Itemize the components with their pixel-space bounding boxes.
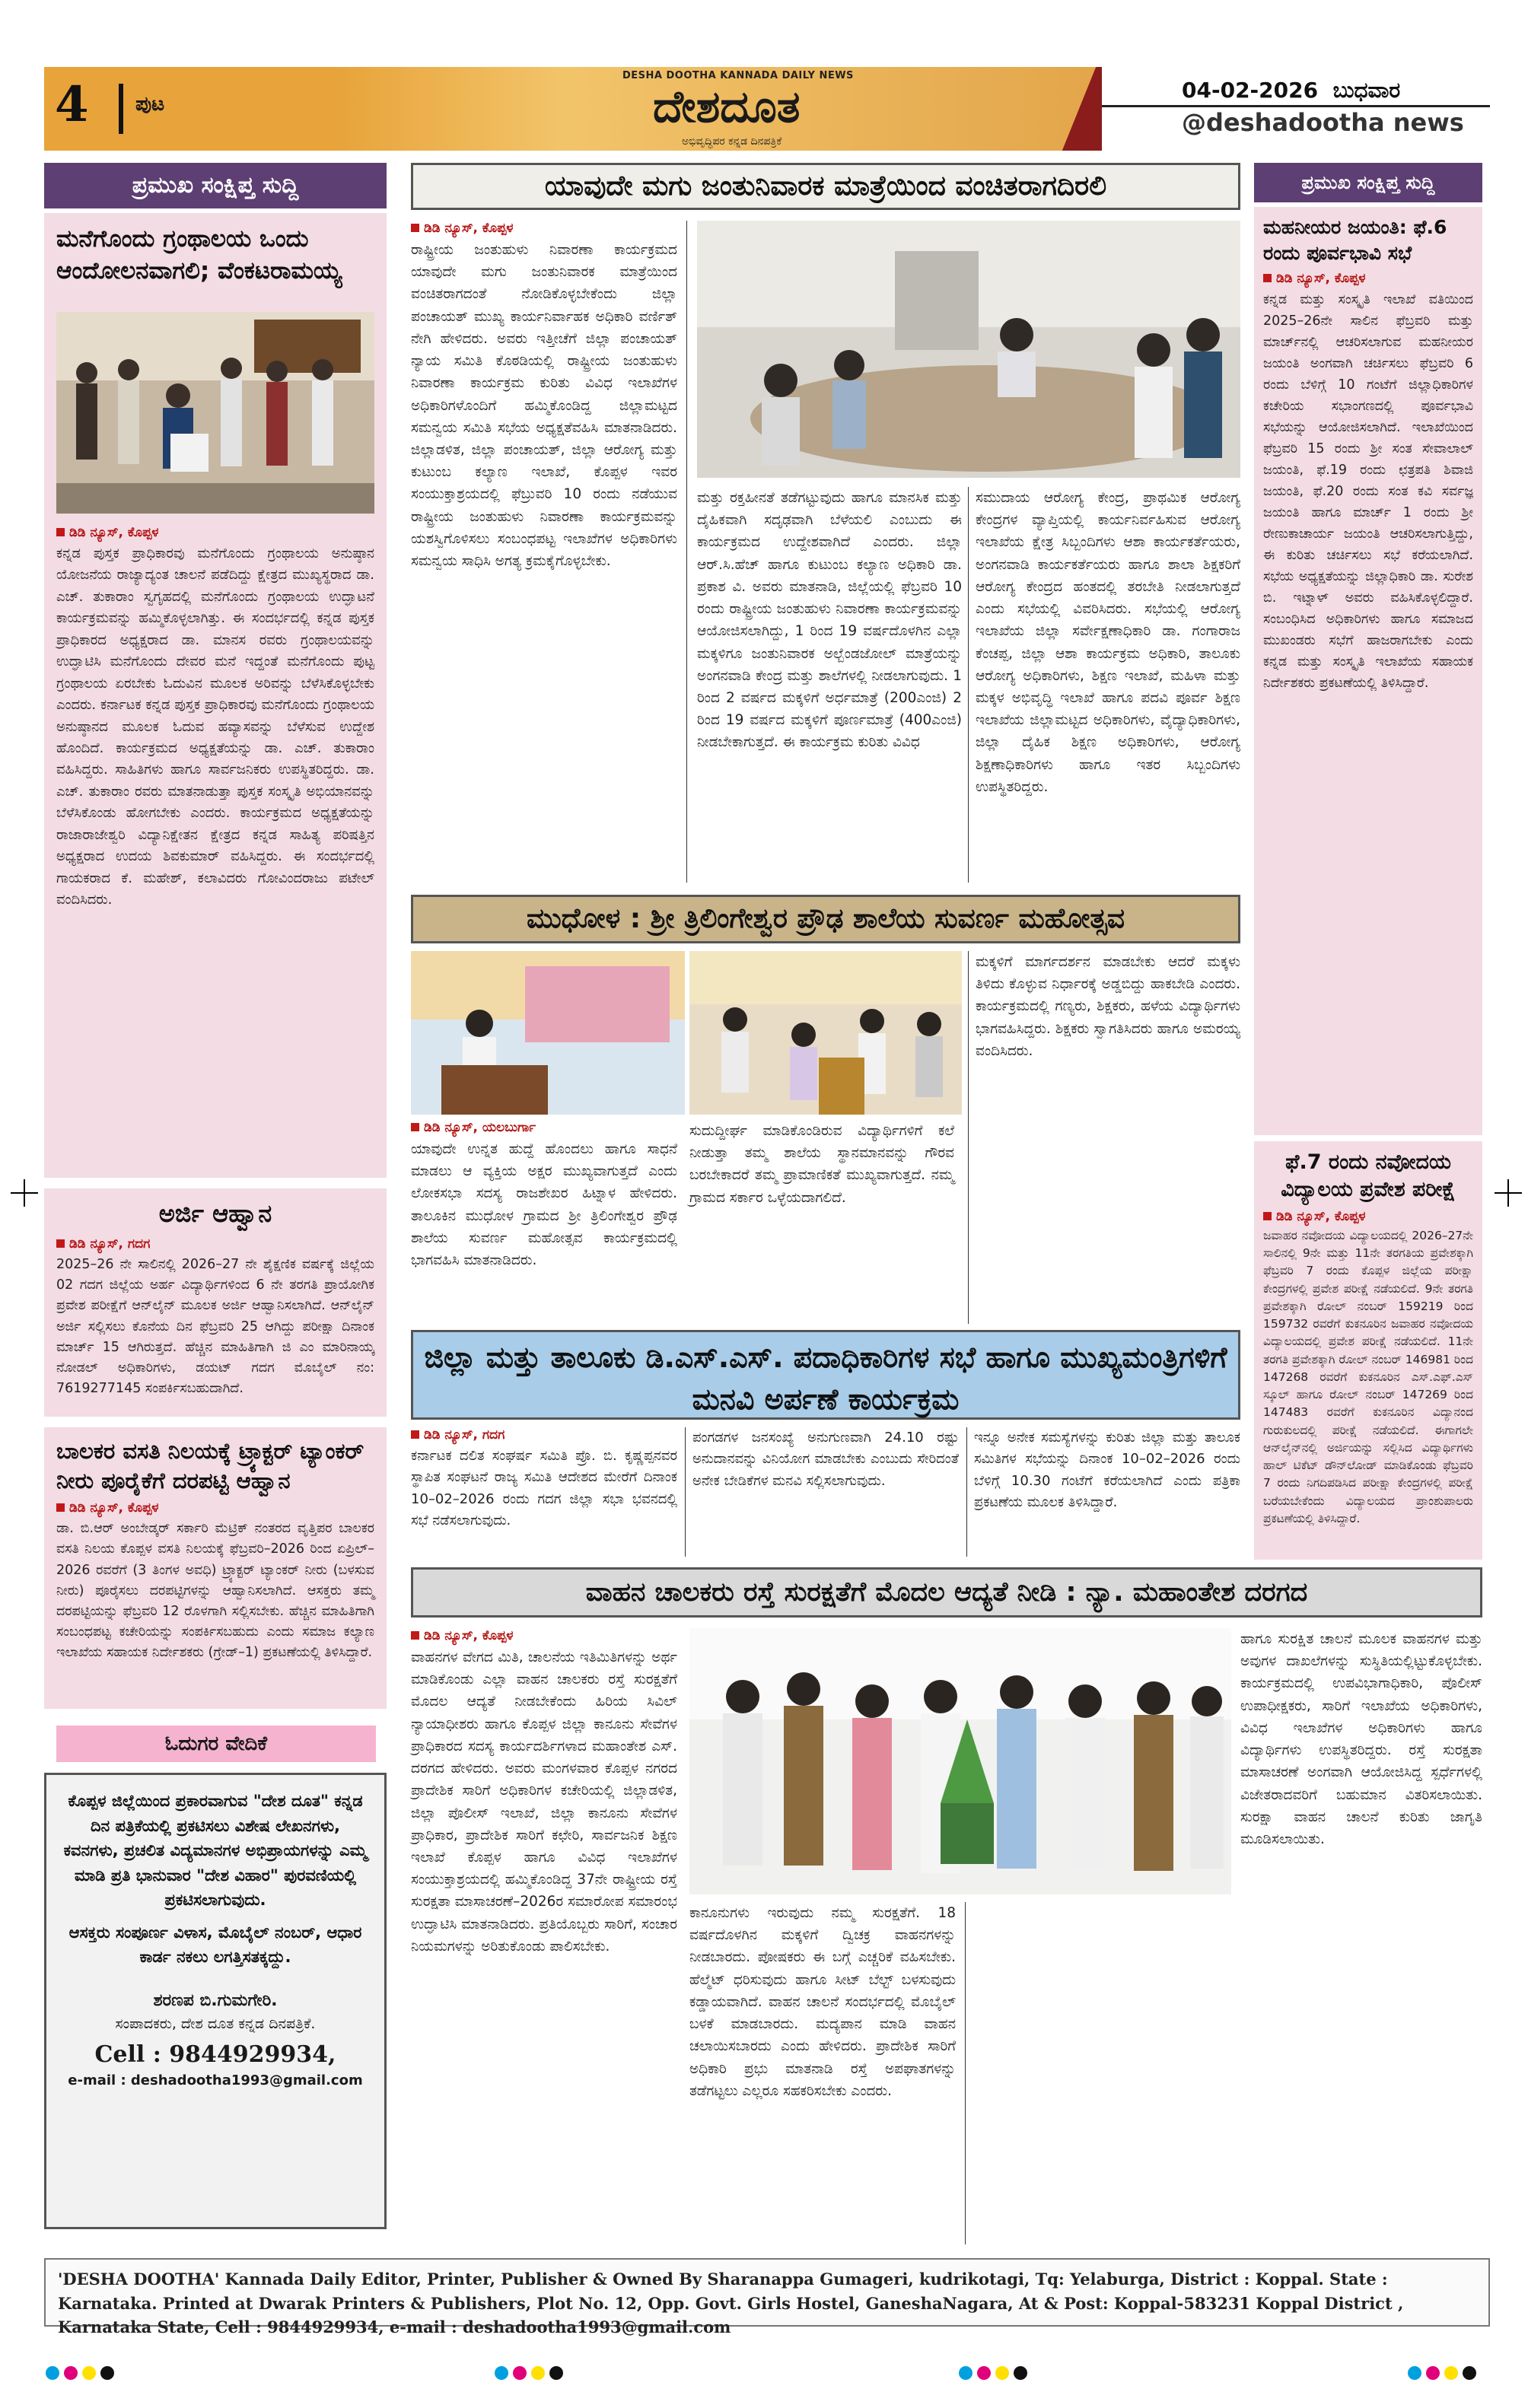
center-story-3-credit [411,1427,677,1443]
credit-bullet-icon [1263,1212,1272,1220]
center-story-4-col3 [1240,1628,1482,2244]
left-story-3-body: ಡಾ. ಬಿ.ಆರ್ ಅಂಬೇಡ್ಕರ್ ಸರ್ಕಾರಿ ಮೆಟ್ರಿಕ್ ನಂತರದ ವೃತ್ತಿಪರ ಬಾಲಕರ ವಸತಿ ನಿಲಯ ಕೊಪ್ಪಳ ವಸತಿ ನಿಲಯಕ್ಕೆ ಫೆಬ್ರವರಿ–2026 ರಿಂದ ಏಪ್ರಿಲ್–2026 ರವರೆಗೆ (3 ತಿಂಗಳ ಅವಧಿ) ಟ್ರ್ಯಾಕ್ಟರ್ ಟ್ಯಾಂಕರ್ ನೀರು (ಬಳಸುವ ನೀರು) ಪೂರೈಸಲು ದರಪಟ್ಟಿಗಳನ್ನು ಆಹ್ವಾನಿಸಲಾಗಿದೆ. ಆಸಕ್ತರು ತಮ್ಮ ದರಪಟ್ಟಿಯನ್ನು ಫೆಬ್ರವರಿ 12 ರೊಳಗಾಗಿ ಸಲ್ಲಿಸಬೇಕು. ಹೆಚ್ಚಿನ ಮಾಹಿತಿಗಾಗಿ ಸಂಬಂಧಪಟ್ಟ ಕಚೇರಿಯನ್ನು ಸಂಪರ್ಕಿಸಬಹುದು ಎಂದು ಸಮಾಜ ಕಲ್ಯಾಣ ಇಲಾಖೆಯ ಸಹಾಯಕ ನಿರ್ದೇಶಕರು (ಗ್ರೇಡ್–1) ಪ್ರಕಟಣೆಯಲ್ಲಿ ತಿಳಿಸಿದ್ದಾರೆ. [56,1521,374,1661]
center-story-1-banner [411,163,1240,210]
center-story-1-credit [411,221,677,236]
credit-bullet-icon [411,1631,419,1640]
center-story-1-col2-text: ಮತ್ತು ರಕ್ತಹೀನತೆ ತಡೆಗಟ್ಟುವುದು ಹಾಗೂ ಮಾನಸಿಕ ಮತ್ತು ದೈಹಿಕವಾಗಿ ಸದೃಢವಾಗಿ ಬೆಳೆಯಲಿ ಎಂಬುದು ಈ ಕಾರ್ಯಕ್ರಮದ ಉದ್ದೇಶವಾಗಿದೆ ಎಂದರು. ಜಿಲ್ಲಾ ಆರ್.ಸಿ.ಹೆಚ್ ಹಾಗೂ ಕುಟುಂಬ ಕಲ್ಯಾಣ ಅಧಿಕಾರಿ ಡಾ. ಪ್ರಕಾಶ ವಿ. ಅವರು ಮಾತನಾಡಿ, ಜಿಲ್ಲೆಯಲ್ಲಿ ಫೆಬ್ರವರಿ 10 ರಂದು ರಾಷ್ಟ್ರೀಯ ಜಂತುಹುಳು ನಿವಾರಣಾ ಕಾರ್ಯಕ್ರಮವನ್ನು ಆಯೋಜಿಸಲಾಗಿದ್ದು, 1 ರಿಂದ 19 ವರ್ಷದೊಳಗಿನ ಎಲ್ಲಾ ಮಕ್ಕಳಿಗೂ ಜಂತುನಿವಾರಕ ಅಲ್ಬೆಂಡಜೋಲ್ ಮಾತ್ರೆಯನ್ನು ಅಂಗನವಾಡಿ ಕೇಂದ್ರ ಮತ್ತು ಶಾಲೆಗಳಲ್ಲಿ ನೀಡಲಾಗುವುದು. 1 ರಿಂದ 2 ವರ್ಷದ ಮಕ್ಕಳಿಗೆ ಅರ್ಧಮಾತ್ರೆ (200ಎಂಜಿ) 2 ರಿಂದ 19 ವರ್ಷದ ಮಕ್ಕಳಿಗೆ ಪೂರ್ಣಮಾತ್ರೆ (400ಎಂಜಿ) ನೀಡಬೇಕಾಗುತ್ತದೆ. ಈ ಕಾರ್ಯಕ್ರಮ ಕುರಿತು ವಿವಿಧ [697,490,962,751]
column-rule [685,1427,686,1557]
right-story-1-body: ಕನ್ನಡ ಮತ್ತು ಸಂಸ್ಕೃತಿ ಇಲಾಖೆ ವತಿಯಿಂದ 2025–26ನೇ ಸಾಲಿನ ಫೆಬ್ರವರಿ ಮತ್ತು ಮಾರ್ಚ್‌ನಲ್ಲಿ ಆಚರಿಸಲಾಗುವ ಮಹನೀಯರ ಜಯಂತಿ ಅಂಗವಾಗಿ ಚರ್ಚಿಸಲು ಫೆಬ್ರವರಿ 6 ರಂದು ಬೆಳಿಗ್ಗೆ 10 ಗಂಟೆಗೆ ಜಿಲ್ಲಾಧಿಕಾರಿಗಳ ಕಚೇರಿಯ ಸಭಾಂಗಣದಲ್ಲಿ ಪೂರ್ವಭಾವಿ ಸಭೆಯನ್ನು ಆಯೋಜಿಸಲಾಗಿದೆ. ಇಲಾಖೆಯಿಂದ ಫೆಬ್ರವರಿ 15 ರಂದು ಶ್ರೀ ಸಂತ ಸೇವಾಲಾಲ್ ಜಯಂತಿ, ಫೆ.19 ರಂದು ಛತ್ರಪತಿ ಶಿವಾಜಿ ಜಯಂತಿ, ಫೆ.20 ರಂದು ಸಂತ ಕವಿ ಸರ್ವಜ್ಞ ಜಯಂತಿ ಹಾಗೂ ಮಾರ್ಚ್ 1 ರಂದು ಶ್ರೀ ರೇಣುಕಾಚಾರ್ಯ ಜಯಂತಿ ಆಚರಿಸಲಾಗುತ್ತಿದ್ದು, ಈ ಕುರಿತು ಚರ್ಚಿಸಲು ಸಭೆ ಕರೆಯಲಾಗಿದೆ. ಸಭೆಯ ಅಧ್ಯಕ್ಷತೆಯನ್ನು ಜಿಲ್ಲಾಧಿಕಾರಿ ಡಾ. ಸುರೇಶ ಬಿ. ಇಟ್ನಾಳ್ ಅವರು ವಹಿಸಿಕೊಳ್ಳಲಿದ್ದಾರೆ. ಸಂಬಂಧಿಸಿದ ಅಧಿಕಾರಿಗಳು ಹಾಗೂ ಸಮಾಜದ ಮುಖಂಡರು ಸಭೆಗೆ ಹಾಜರಾಗಬೇಕು ಎಂದು ಕನ್ನಡ ಮತ್ತು ಸಂಸ್ಕೃತಿ ಇಲಾಖೆಯ ಸಹಾಯಕ ನಿರ್ದೇಶಕರು ಪ್ರಕಟಣೆಯಲ್ಲಿ ತಿಳಿಸಿದ್ದಾರೆ. [1263,291,1473,691]
cyan-dot-icon [495,2366,508,2380]
black-dot-icon [549,2366,563,2380]
center-story-1-photo [697,221,1240,478]
imprint-footer [44,2258,1490,2336]
center-story-1-col1-text: ರಾಷ್ಟ್ರೀಯ ಜಂತುಹುಳು ನಿವಾರಣಾ ಕಾರ್ಯಕ್ರಮದ ಯಾವುದೇ ಮಗು ಜಂತುನಿವಾರಕ ಮಾತ್ರೆಯಿಂದ ವಂಚಿತರಾಗದಂತೆ ನೋಡಿಕೊಳ್ಳಬೇಕೆಂದು ಜಿಲ್ಲಾ ಪಂಚಾಯತ್ ಮುಖ್ಯ ಕಾರ್ಯನಿರ್ವಾಹಕ ಅಧಿಕಾರಿ ವರ್ಣಿತ್ ನೇಗಿ ಹೇಳಿದರು. ಅವರು ಇತ್ತೀಚೆಗೆ ಜಿಲ್ಲಾ ಪಂಚಾಯತ್ ನ್ಯಾಯ ಸಮಿತಿ ಕೊಠಡಿಯಲ್ಲಿ ರಾಷ್ಟ್ರೀಯ ಜಂತುಹುಳು ನಿವಾರಣಾ ಕಾರ್ಯಕ್ರಮ ಕುರಿತು ವಿವಿಧ ಇಲಾಖೆಗಳ ಅಧಿಕಾರಿಗಳೊಂದಿಗೆ ಹಮ್ಮಿಕೊಂಡಿದ್ದ ಜಿಲ್ಲಾಮಟ್ಟದ ಸಮನ್ವಯ ಸಮಿತಿ ಸಭೆಯ ಅಧ್ಯಕ್ಷತೆವಹಿಸಿ ಮಾತನಾಡಿದರು. ಜಿಲ್ಲಾಡಳಿತ, ಜಿಲ್ಲಾ ಪಂಚಾಯತ್, ಜಿಲ್ಲಾ ಆರೋಗ್ಯ ಮತ್ತು ಕುಟುಂಬ ಕಲ್ಯಾಣ ಇಲಾಖೆ, ಕೊಪ್ಪಳ ಇವರ ಸಂಯುಕ್ತಾಶ್ರಯದಲ್ಲಿ ಫೆಬ್ರುವರಿ 10 ರಂದು ನಡೆಯುವ ರಾಷ್ಟ್ರೀಯ ಜಂತುಹುಳು ನಿವಾರಣಾ ಕಾರ್ಯಕ್ರಮವನ್ನು ಯಶಸ್ವಿಗೊಳಿಸಲು ಸಂಬಂಧಪಟ್ಟ ಇಲಾಖೆಗಳ ಅಧಿಕಾರಿಗಳು ಸಮನ್ವಯ ಸಾಧಿಸಿ ಅಗತ್ಯ ಕ್ರಮಕೈಗೊಳ್ಳಬೇಕು. [411,242,677,570]
cyan-dot-icon [959,2366,973,2380]
center-story-4-credit [411,1628,677,1643]
page-number: 4 [55,76,89,133]
credit-bullet-icon [56,528,65,536]
left-story-2 [44,1188,387,1417]
black-dot-icon [1463,2366,1476,2380]
right-column-header: ಪ್ರಮುಖ ಸಂಕ್ಷಿಪ್ತ ಸುದ್ದಿ [1254,163,1482,202]
left-story-3-credit-text: ಡಿಡಿ ನ್ಯೂಸ್, ಕೊಪ್ಪಳ [69,1500,159,1516]
social-handle: @deshadootha news [1182,108,1464,137]
center-story-2-credit-text: ಡಿಡಿ ನ್ಯೂಸ್, ಯಲಬುರ್ಗಾ [424,1120,536,1135]
page-number-divider [119,84,123,134]
imprint-text: 'DESHA DOOTHA' Kannada Daily Editor, Printer, Publisher & Owned By Sharanappa Gumageri, kudrikotagi, Tq: Yelaburga, District : Koppal. State : Karnataka. Printed at Dwarak Printers & Publishers, Plot No. 12, Opp. Govt. Girls Hostel, GaneshaNagara, At & Post: Koppal-583231 Koppal District , Karnataka State, Cell : 9844929934, e-mail : deshadootha1993@gmail.com [58,2270,1404,2336]
right-story-2 [1254,1141,1482,1560]
center-story-2-banner [411,895,1240,943]
left-story-3 [44,1427,387,1709]
center-story-3-col3 [974,1427,1240,1557]
center-story-2-col2 [689,1120,954,1325]
center-story-4-col2 [689,1902,956,2244]
left-story-3-credit [56,1500,374,1516]
right-story-2-credit-text: ಡಿಡಿ ನ್ಯೂಸ್, ಕೊಪ್ಪಳ [1276,1208,1366,1224]
issue-date [1182,78,1400,103]
center-story-3-col1-text: ಕರ್ನಾಟಕ ದಲಿತ ಸಂಘರ್ಷ ಸಮಿತಿ ಪ್ರೊ. ಬಿ. ಕೃಷ್ಣಪ್ಪನವರ ಸ್ಥಾಪಿತ ಸಂಘಟನೆ ರಾಜ್ಯ ಸಮಿತಿ ಆದೇಶದ ಮೇರೆಗೆ ದಿನಾಂಕ 10–02–2026 ರಂದು ಗದಗ ಜಿಲ್ಲಾ ಸಭಾ ಭವನದಲ್ಲಿ ಸಭೆ ನಡೆಸಲಾಗುವುದು. [411,1448,677,1529]
column-rule [968,951,969,1324]
center-story-2-photo-2 [689,951,962,1115]
center-story-3-banner [411,1330,1240,1420]
center-story-3-col3-text: ಇನ್ನೂ ಅನೇಕ ಸಮಸ್ಯೆಗಳನ್ನು ಕುರಿತು ಜಿಲ್ಲಾ ಮತ್ತು ತಾಲೂಕ ಸಮಿತಿಗಳ ಸಭೆಯನ್ನು ದಿನಾಂಕ 10–02–2026 ರಂದು ಬೆಳಿಗ್ಗೆ 10.30 ಗಂಟೆಗೆ ಕರೆಯಲಾಗಿದೆ ಎಂದು ಪತ್ರಿಕಾ ಪ್ರಕಟಣೆಯ ಮೂಲಕ ತಿಳಿಸಿದ್ದಾರೆ. [974,1430,1240,1511]
editor-cell: Cell : 9844929934, [94,2041,336,2069]
magenta-dot-icon [64,2366,78,2380]
center-story-4-photo [689,1628,1231,1894]
right-story-1-credit-text: ಡಿಡಿ ನ್ಯೂಸ್, ಕೊಪ್ಪಳ [1276,270,1366,286]
left-story-1-headline: ಮನೆಗೊಂದು ಗ್ರಂಥಾಲಯ ಒಂದು ಆಂದೋಲನವಾಗಲಿ; ವೆಂಕಟರಾಮಯ್ಯ [56,225,342,285]
center-story-1-credit-text: ಡಿಡಿ ನ್ಯೂಸ್, ಕೊಪ್ಪಳ [424,221,514,236]
left-story-1 [44,213,387,1178]
column-rule [966,1427,967,1557]
brand-subtitle: DESHA DOOTHA KANNADA DAILY NEWS [622,70,854,81]
center-story-4-banner [411,1567,1482,1618]
center-story-2-credit [411,1120,677,1135]
brand-logo: ದೇಶದೂತ [653,81,801,132]
credit-bullet-icon [56,1239,65,1248]
yellow-dot-icon [531,2366,545,2380]
center-story-1-col1 [411,221,677,890]
readers-forum-body-2: ಆಸಕ್ತರು ಸಂಪೂರ್ಣ ವಿಳಾಸ, ಮೊಬೈಲ್ ನಂಬರ್, ಆಧಾರ ಕಾರ್ಡ ನಕಲು ಲಗತ್ತಿಸತಕ್ಕದ್ದು. [68,1923,362,1967]
center-story-4-credit-text: ಡಿಡಿ ನ್ಯೂಸ್, ಕೊಪ್ಪಳ [424,1628,514,1643]
yellow-dot-icon [995,2366,1009,2380]
right-story-1-headline: ಮಹನೀಯರ ಜಯಂತಿ: ಫೆ.6 ರಂದು ಪೂರ್ವಭಾವಿ ಸಭೆ [1263,216,1447,264]
readers-forum-header [56,1726,376,1762]
magenta-dot-icon [513,2366,527,2380]
right-story-2-credit [1263,1209,1473,1224]
left-story-2-body: 2025–26 ನೇ ಸಾಲಿನಲ್ಲಿ 2026–27 ನೇ ಶೈಕ್ಷಣಿಕ ವರ್ಷಕ್ಕೆ ಜಿಲ್ಲೆಯ 02 ಗದಗ ಜಿಲ್ಲೆಯ ಅರ್ಹ ವಿದ್ಯಾರ್ಥಿಗಳಿಂದ 6 ನೇ ತರಗತಿ ಪ್ರಾಯೋಗಿಕ ಪ್ರವೇಶ ಪರೀಕ್ಷೆಗೆ ಆನ್‌ಲೈನ್ ಮೂಲಕ ಅರ್ಜಿ ಆಹ್ವಾನಿಸಲಾಗಿದೆ. ಆನ್‌ಲೈನ್ ಅರ್ಜಿ ಸಲ್ಲಿಸಲು ಕೊನೆಯ ದಿನ ಫೆಬ್ರವರಿ 25 ಆಗಿದ್ದು ಪರೀಕ್ಷಾ ದಿನಾಂಕ ಮಾರ್ಚ್ 15 ಆಗಿರುತ್ತದೆ. ಹೆಚ್ಚಿನ ಮಾಹಿತಿಗಾಗಿ ಜಿ ಎಂ ಮಾರಿನಾಯ್ಕ ನೋಡಲ್ ಅಧಿಕಾರಿಗಳು, ಡಯಟ್ ಗದಗ ಮೊಬೈಲ್ ನಂ: 7619277145 ಸಂಪರ್ಕಿಸಬಹುದಾಗಿದೆ. [56,1257,374,1396]
center-story-3-col2 [692,1427,959,1557]
center-story-3-col1 [411,1427,677,1557]
column-rule [965,1902,966,2244]
center-story-2-col3 [976,951,1240,1324]
editor-role: ಸಂಪಾದಕರು, ದೇಶ ದೂತ ಕನ್ನಡ ದಿನಪತ್ರಿಕೆ. [115,2015,316,2032]
center-story-1-col3 [976,487,1240,883]
center-story-3-credit-text: ಡಿಡಿ ನ್ಯೂಸ್, ಗದಗ [424,1427,505,1443]
yellow-dot-icon [1444,2366,1458,2380]
credit-bullet-icon [411,224,419,232]
registration-mark-icon [11,1179,38,1207]
right-story-1 [1254,207,1482,1135]
credit-bullet-icon [56,1503,65,1512]
left-story-2-credit [56,1236,374,1252]
left-story-1-photo [56,312,374,514]
left-story-1-body: ಕನ್ನಡ ಪುಸ್ತಕ ಪ್ರಾಧಿಕಾರವು ಮನೆಗೊಂದು ಗ್ರಂಥಾಲಯ ಅನುಷ್ಠಾನ ಯೋಜನೆಯ ರಾಜ್ಯಾದ್ಯಂತ ಚಾಲನೆ ಪಡೆದಿದ್ದು ಕ್ಷೇತ್ರದ ಮುಖ್ಯಸ್ಥರಾದ ಡಾ. ಎಚ್. ತುಕಾರಾಂ ಸ್ವಗೃಹದಲ್ಲಿ ಮನೆಗೊಂದು ಗ್ರಂಥಾಲಯ ಉದ್ಘಾಟನೆ ಕಾರ್ಯಕ್ರಮವನ್ನು ಹಮ್ಮಿಕೊಳ್ಳಲಾಗಿತ್ತು. ಈ ಸಂದರ್ಭದಲ್ಲಿ ಕನ್ನಡ ಪುಸ್ತಕ ಪ್ರಾಧಿಕಾರದ ಅಧ್ಯಕ್ಷರಾದ ಡಾ. ಮಾನಸ ರವರು ಗ್ರಂಥಾಲಯವನ್ನು ಉದ್ಘಾಟಿಸಿ ಮನೆಗೊಂದು ದೇವರ ಮನೆ ಇದ್ದಂತೆ ಮನೆಗೊಂದು ಪುಟ್ಟ ಗ್ರಂಥಾಲಯ ಏರಬೇಕು ಓದುವಿನ ಮೂಲಕ ಅರಿವನ್ನು ಬೆಳೆಸಿಕೊಳ್ಳಬೇಕು ಎಂದರು. ಕರ್ನಾಟಕ ಕನ್ನಡ ಪುಸ್ತಕ ಪ್ರಾಧಿಕಾರವು ಮನೆಗೊಂದು ಗ್ರಂಥಾಲಯ ಅನುಷ್ಠಾನದ ಮೂಲಕ ಓದುವ ಹವ್ಯಾಸವನ್ನು ಬೆಳೆಸುವ ಉದ್ದೇಶ ಹೊಂದಿದೆ. ಕಾರ್ಯಕ್ರಮದ ಅಧ್ಯಕ್ಷತೆಯನ್ನು ಡಾ. ಎಚ್. ತುಕಾರಾಂ ವಹಿಸಿದ್ದರು. ಸಾಹಿತಿಗಳು ಹಾಗೂ ಸಾರ್ವಜನಿಕರು ಉಪಸ್ಥಿತರಿದ್ದರು. ಡಾ. ಎಚ್. ತುಕಾರಾಂ ರವರು ಮಾತನಾಡುತ್ತಾ ಪುಸ್ತಕ ಸಂಸ್ಕೃತಿ ಅಭಿಯಾನವನ್ನು ಬೆಳೆಸಿಕೊಂಡು ಹೋಗಬೇಕು ಎಂದರು. ಕಾರ್ಯಕ್ರಮದ ಅಧ್ಯಕ್ಷತೆಯನ್ನು ರಾಜಾರಾಜೇಶ್ವರಿ ವಿದ್ಯಾನಿಕ್ಷೇತನ ಕ್ಷೇತ್ರದ ಕನ್ನಡ ಸಾಹಿತ್ಯ ಪರಿಷತ್ತಿನ ಅಧ್ಯಕ್ಷರಾದ ಉದಯ ಶಿವಕುಮಾರ್ ವಹಿಸಿದ್ದರು. ಈ ಸಂದರ್ಭದಲ್ಲಿ ಗಾಯಕರಾದ ಕೆ. ಮಹೇಶ್, ಕಲಾವಿದರು ಗೋವಿಂದರಾಜು ಪಟೇಲ್ ವಂದಿಸಿದರು. [56,546,374,908]
magenta-dot-icon [1426,2366,1440,2380]
issue-date-value: 04-02-2026 [1182,78,1319,103]
right-story-2-body: ಜವಾಹರ ನವೋದಯ ವಿದ್ಯಾಲಯದಲ್ಲಿ 2026–27ನೇ ಸಾಲಿನಲ್ಲಿ 9ನೇ ಮತ್ತು 11ನೇ ತರಗತಿಯ ಪ್ರವೇಶಕ್ಕಾಗಿ ಫೆಬ್ರವರಿ 7 ರಂದು ಕೊಪ್ಪಳ ಜಿಲ್ಲೆಯ ಪರೀಕ್ಷಾ ಕೇಂದ್ರಗಳಲ್ಲಿ ಪ್ರವೇಶ ಪರೀಕ್ಷೆ ನಡೆಯಲಿದೆ. 9ನೇ ತರಗತಿ ಪ್ರವೇಶಕ್ಕಾಗಿ ರೋಲ್ ನಂಬರ್ 159219 ರಿಂದ 159732 ರವರೆಗೆ ಕುಕನೂರಿನ ಜವಾಹರ ನವೋದಯ ವಿದ್ಯಾಲಯದಲ್ಲಿ ಪ್ರವೇಶ ಪರೀಕ್ಷೆ ನಡೆಯಲಿದೆ. 11ನೇ ತರಗತಿ ಪ್ರವೇಶಕ್ಕಾಗಿ ರೋಲ್ ನಂಬರ್ 146981 ರಿಂದ 147268 ರವರೆಗೆ ಕುಕನೂರಿನ ಎಸ್.ಎಫ್.ಎಸ್ ಸ್ಕೂಲ್ ಹಾಗೂ ರೋಲ್ ನಂಬರ್ 147269 ರಿಂದ 147483 ರವರೆಗೆ ಕುಕನೂರಿನ ವಿದ್ಯಾನಂದ ಗುರುಕುಲದಲ್ಲಿ ಪರೀಕ್ಷೆ ನಡೆಯಲಿದೆ. ಈಗಾಗಲೇ ಆನ್‌ಲೈನ್‌ನಲ್ಲಿ ಅರ್ಜಿಯನ್ನು ಸಲ್ಲಿಸಿದ ವಿದ್ಯಾರ್ಥಿಗಳು ಹಾಲ್ ಟಿಕೆಟ್ ಡೌನ್‌ಲೋಡ್ ಮಾಡಿಕೊಂಡು ಫೆಬ್ರವರಿ 7 ರಂದು ನಿಗದಿಪಡಿಸಿದ ಪರೀಕ್ಷಾ ಕೇಂದ್ರಗಳಲ್ಲಿ ಪರೀಕ್ಷೆ ಬರೆಯಬೇಕೆಂದು ವಿದ್ಯಾಲಯದ ಪ್ರಾಂಶುಪಾಲರು ಪ್ರಕಟಣೆಯಲ್ಲಿ ತಿಳಿಸಿದ್ದಾರೆ. [1263,1228,1473,1525]
center-story-3-col2-text: ಪಂಗಡಗಳ ಜನಸಂಖ್ಯೆ ಅನುಗುಣವಾಗಿ 24.10 ರಷ್ಟು ಅನುದಾನವನ್ನು ವಿನಿಯೋಗ ಮಾಡಬೇಕು ಎಂಬುದು ಸೇರಿದಂತೆ ಅನೇಕ ಬೇಡಿಕೆಗಳ ಮನವಿ ಸಲ್ಲಿಸಲಾಗುವುದು. [692,1430,959,1489]
center-story-4-headline: ವಾಹನ ಚಾಲಕರು ರಸ್ತೆ ಸುರಕ್ಷತೆಗೆ ಮೊದಲ ಆದ್ಯತೆ ನೀಡಿ : ನ್ಯಾ. ಮಹಾಂತೇಶ ದರಗದ [585,1577,1308,1608]
left-story-1-credit [56,525,374,540]
editor-email: e-mail : deshadootha1993@gmail.com [68,2072,363,2089]
center-story-2-col3-text: ಮಕ್ಕಳಿಗೆ ಮಾರ್ಗದರ್ಶನ ಮಾಡಬೇಕು ಆದರೆ ಮಕ್ಕಳು ತಿಳಿದು ಕೊಳ್ಳುವ ನಿರ್ಧಾರಕ್ಕೆ ಅಡ್ಡಬಿದ್ದು ಹಾಕಬೇಡಿ ಎಂದರು. ಕಾರ್ಯಕ್ರಮದಲ್ಲಿ ಗಣ್ಯರು, ಶಿಕ್ಷಕರು, ಹಳೆಯ ವಿದ್ಯಾರ್ಥಿಗಳು ಭಾಗವಹಿಸಿದ್ದರು. ಶಿಕ್ಷಕರು ಸ್ವಾಗತಿಸಿದರು ಹಾಗೂ ಅಮರಯ್ಯ ವಂದಿಸಿದರು. [976,954,1240,1059]
center-story-2-col1 [411,1120,677,1325]
center-story-1-col2 [697,487,962,883]
masthead-rule [1102,105,1490,107]
center-story-4-col1-text: ವಾಹನಗಳ ವೇಗದ ಮಿತಿ, ಚಾಲನೆಯ ಇತಿಮಿತಿಗಳನ್ನು ಅರ್ಥ ಮಾಡಿಕೊಂಡು ಎಲ್ಲಾ ವಾಹನ ಚಾಲಕರು ರಸ್ತೆ ಸುರಕ್ಷತೆಗೆ ಮೊದಲ ಆದ್ಯತೆ ನೀಡಬೇಕೆಂದು ಹಿರಿಯ ಸಿವಿಲ್ ನ್ಯಾಯಾಧೀಶರು ಹಾಗೂ ಕೊಪ್ಪಳ ಜಿಲ್ಲಾ ಕಾನೂನು ಸೇವೆಗಳ ಪ್ರಾಧಿಕಾರದ ಸದಸ್ಯ ಕಾರ್ಯದರ್ಶಿಗಳಾದ ಮಹಾಂತೇಶ ಎಸ್. ದರಗದ ಹೇಳಿದರು. ಅವರು ಮಂಗಳವಾರ ಕೊಪ್ಪಳ ನಗರದ ಪ್ರಾದೇಶಿಕ ಸಾರಿಗೆ ಅಧಿಕಾರಿಗಳ ಕಚೇರಿಯಲ್ಲಿ ಜಿಲ್ಲಾಡಳಿತ, ಜಿಲ್ಲಾ ಪೊಲೀಸ್ ಇಲಾಖೆ, ಜಿಲ್ಲಾ ಕಾನೂನು ಸೇವೆಗಳ ಪ್ರಾಧಿಕಾರ, ಪ್ರಾದೇಶಿಕ ಸಾರಿಗೆ ಕಛೇರಿ, ಸಾರ್ವಜನಿಕ ಶಿಕ್ಷಣ ಇಲಾಖೆ ಕೊಪ್ಪಳ ಹಾಗೂ ವಿವಿಧ ಇಲಾಖೆಗಳ ಸಂಯುಕ್ತಾಶ್ರಯದಲ್ಲಿ ಹಮ್ಮಿಕೊಂಡಿದ್ದ 37ನೇ ರಾಷ್ಟ್ರೀಯ ರಸ್ತೆ ಸುರಕ್ಷತಾ ಮಾಸಾಚರಣೆ–2026ರ ಸಮಾರೋಪ ಸಮಾರಂಭ ಉದ್ಘಾಟಿಸಿ ಮಾತನಾಡಿದರು. ಪ್ರತಿಯೊಬ್ಬರು ಸಾರಿಗೆ, ಸಂಚಾರ ನಿಯಮಗಳನ್ನು ಅರಿತುಕೊಂಡು ಪಾಲಿಸಬೇಕು. [411,1649,678,1955]
center-story-4-col1 [411,1628,677,2244]
brand-tagline: ಅಭಿವೃದ್ಧಿಪರ ಕನ್ನಡ ದಿನಪತ್ರಿಕೆ [682,135,782,148]
readers-forum-body: ಕೊಪ್ಪಳ ಜಿಲ್ಲೆಯಿಂದ ಪ್ರಕಾರವಾಗುವ "ದೇಶ ದೂತ" ಕನ್ನಡ ದಿನ ಪತ್ರಿಕೆಯಲ್ಲಿ ಪ್ರಕಟಿಸಲು ವಿಶೇಷ ಲೇಖನಗಳು, ಕವನಗಳು, ಪ್ರಚಲಿತ ವಿದ್ಯಮಾನಗಳ ಅಭಿಪ್ರಾಯಗಳನ್ನು ಎಮ್ಮ ಮಾಡಿ ಪ್ರತಿ ಭಾನುವಾರ "ದೇಶ ವಿಹಾರ" ಪುರವಣಿಯಲ್ಲಿ ಪ್ರಕಟಿಸಲಾಗುವುದು. [63,1792,368,1910]
left-story-2-credit-text: ಡಿಡಿ ನ್ಯೂಸ್, ಗದಗ [69,1236,151,1252]
center-story-4-col2-text: ಕಾನೂನುಗಳು ಇರುವುದು ನಮ್ಮ ಸುರಕ್ಷತೆಗೆ. 18 ವರ್ಷದೊಳಗಿನ ಮಕ್ಕಳಿಗೆ ದ್ವಿಚಕ್ರ ವಾಹನಗಳನ್ನು ನೀಡಬಾರದು. ಪೋಷಕರು ಈ ಬಗ್ಗೆ ಎಚ್ಚರಿಕೆ ವಹಿಸಬೇಕು. ಹೆಲ್ಮೆಟ್ ಧರಿಸುವುದು ಹಾಗೂ ಸೀಟ್ ಬೆಲ್ಟ್ ಬಳಸುವುದು ಕಡ್ಡಾಯವಾಗಿದೆ. ವಾಹನ ಚಾಲನೆ ಸಂದರ್ಭದಲ್ಲಿ ಮೊಬೈಲ್ ಬಳಕೆ ಮಾಡಬಾರದು. ಮದ್ಯಪಾನ ಮಾಡಿ ವಾಹನ ಚಲಾಯಿಸಬಾರದು ಎಂದು ಹೇಳಿದರು. ಪ್ರಾದೇಶಿಕ ಸಾರಿಗೆ ಅಧಿಕಾರಿ ಪ್ರಭು ಮಾತನಾಡಿ ರಸ್ತೆ ಅಪಘಾತಗಳನ್ನು ತಡೆಗಟ್ಟಲು ಎಲ್ಲರೂ ಸಹಕರಿಸಬೇಕು ಎಂದರು. [689,1905,956,2099]
column-rule [968,487,969,883]
column-rule [686,221,687,883]
left-story-1-credit-text: ಡಿಡಿ ನ್ಯೂಸ್, ಕೊಪ್ಪಳ [69,525,159,540]
yellow-dot-icon [82,2366,96,2380]
credit-bullet-icon [1263,274,1272,282]
editor-name: ಶರಣಪ ಬಿ.ಗುಮಗೇರಿ. [153,1990,278,2010]
left-story-1-text [56,525,374,911]
black-dot-icon [1014,2366,1027,2380]
page-label: ಪುಟ [135,93,165,116]
credit-bullet-icon [411,1430,419,1439]
left-story-3-headline: ಬಾಲಕರ ವಸತಿ ನಿಲಯಕ್ಕೆ ಟ್ರ್ಯಾಕ್ಟರ್ ಟ್ಯಾಂಕರ್ ನೀರು ಪೂರೈಕೆಗೆ ದರಪಟ್ಟಿ ಆಹ್ವಾನ [56,1438,364,1494]
credit-bullet-icon [411,1123,419,1131]
left-column-header: ಪ್ರಮುಖ ಸಂಕ್ಷಿಪ್ತ ಸುದ್ದಿ [44,163,387,208]
right-story-2-headline: ಫೆ.7 ರಂದು ನವೋದಯ ವಿದ್ಯಾಲಯ ಪ್ರವೇಶ ಪರೀಕ್ಷೆ [1281,1150,1456,1202]
black-dot-icon [100,2366,114,2380]
readers-forum-title: ಓದುಗರ ವೇದಿಕೆ [164,1732,268,1755]
center-story-4-col3-text: ಹಾಗೂ ಸುರಕ್ಷಿತ ಚಾಲನೆ ಮೂಲಕ ವಾಹನಗಳ ಮತ್ತು ಅವುಗಳ ದಾಖಲೆಗಳನ್ನು ಸುಸ್ಥಿತಿಯಲ್ಲಿಟ್ಟುಕೊಳ್ಳಬೇಕು. ಕಾರ್ಯಕ್ರಮದಲ್ಲಿ ಉಪವಿಭಾಗಾಧಿಕಾರಿ, ಪೊಲೀಸ್ ಉಪಾಧೀಕ್ಷಕರು, ಸಾರಿಗೆ ಇಲಾಖೆಯ ಅಧಿಕಾರಿಗಳು, ವಿವಿಧ ಇಲಾಖೆಗಳ ಅಧಿಕಾರಿಗಳು ಹಾಗೂ ವಿದ್ಯಾರ್ಥಿಗಳು ಉಪಸ್ಥಿತರಿದ್ದರು. ರಸ್ತೆ ಸುರಕ್ಷತಾ ಮಾಸಾಚರಣೆ ಅಂಗವಾಗಿ ಆಯೋಜಿಸಿದ್ದ ಸ್ಪರ್ಧೆಗಳಲ್ಲಿ ವಿಜೇತರಾದವರಿಗೆ ಬಹುಮಾನ ವಿತರಿಸಲಾಯಿತು. ಸುರಕ್ಷಾ ವಾಹನ ಚಾಲನೆ ಕುರಿತು ಜಾಗೃತಿ ಮೂಡಿಸಲಾಯಿತು. [1240,1631,1482,1847]
magenta-dot-icon [977,2366,991,2380]
readers-forum [44,1773,387,2229]
center-story-2-col2-text: ಸುದುದ್ದೀರ್ಘ ಮಾಡಿಕೊಂಡಿರುವ ವಿದ್ಯಾರ್ಥಿಗಳಿಗೆ ಕಲೆ ನೀಡುತ್ತಾ ತಮ್ಮ ಶಾಲೆಯ ಸ್ಥಾನಮಾನವನ್ನು ಗೌರವ ಬರಬೇಕಾದರೆ ತಮ್ಮ ಪ್ರಾಮಾಣಿಕತೆ ಮುಖ್ಯವಾಗುತ್ತದೆ. ನಮ್ಮ ಗ್ರಾಮದ ಸರ್ಕಾರ ಒಳ್ಳೆಯದಾಗಲಿದೆ. [689,1123,954,1206]
center-story-2-headline: ಮುಧೋಳ : ಶ್ರೀ ತ್ರಿಲಿಂಗೇಶ್ವರ ಪ್ರೌಢ ಶಾಲೆಯ ಸುವರ್ಣ ಮಹೋತ್ಸವ [526,903,1125,934]
center-story-2-col1-text: ಯಾವುದೇ ಉನ್ನತ ಹುದ್ದೆ ಹೊಂದಲು ಹಾಗೂ ಸಾಧನೆ ಮಾಡಲು ಆ ವ್ಯಕ್ತಿಯ ಅಕ್ಷರ ಮುಖ್ಯವಾಗುತ್ತದೆ ಎಂದು ಲೋಕಸಭಾ ಸದಸ್ಯ ರಾಜಶೇಖರ ಹಿಟ್ನಾಳ ಹೇಳಿದರು. ತಾಲೂಕಿನ ಮುಧೋಳ ಗ್ರಾಮದ ಶ್ರೀ ತ್ರಿಲಿಂಗೇಶ್ವರ ಪ್ರೌಢ ಶಾಲೆಯ ಸುವರ್ಣ ಮಹೋತ್ಸವ ಕಾರ್ಯಕ್ರಮದಲ್ಲಿ ಭಾಗವಹಿಸಿ ಮಾತನಾಡಿದರು. [411,1141,677,1269]
registration-mark-icon [1495,1179,1522,1207]
masthead [44,67,1490,151]
center-story-2-photo-1 [411,951,685,1115]
center-story-3-headline: ಜಿಲ್ಲಾ ಮತ್ತು ತಾಲೂಕು ಡಿ.ಎಸ್.ಎಸ್. ಪದಾಧಿಕಾರಿಗಳ ಸಭೆ ಹಾಗೂ ಮುಖ್ಯಮಂತ್ರಿಗಳಿಗೆ ಮನವಿ ಅರ್ಪಣೆ ಕಾರ್ಯಕ್ರಮ [424,1341,1227,1417]
center-story-1-headline: ಯಾವುದೇ ಮಗು ಜಂತುನಿವಾರಕ ಮಾತ್ರೆಯಿಂದ ವಂಚಿತರಾಗದಿರಲಿ [544,170,1107,202]
issue-weekday: ಬುಧವಾರ [1332,78,1401,103]
cyan-dot-icon [1408,2366,1421,2380]
cyan-dot-icon [46,2366,59,2380]
left-story-2-headline: ಅರ್ಜಿ ಆಹ್ವಾನ [158,1199,272,1228]
right-story-1-credit [1263,271,1473,286]
center-story-1-col3-text: ಸಮುದಾಯ ಆರೋಗ್ಯ ಕೇಂದ್ರ, ಪ್ರಾಥಮಿಕ ಆರೋಗ್ಯ ಕೇಂದ್ರಗಳ ವ್ಯಾಪ್ತಿಯಲ್ಲಿ ಕಾರ್ಯನಿರ್ವಹಿಸುವ ಆರೋಗ್ಯ ಇಲಾಖೆಯ ಕ್ಷೇತ್ರ ಸಿಬ್ಬಂದಿಗಳು ಆಶಾ ಕಾರ್ಯಕರ್ತೆಯರು, ಅಂಗನವಾಡಿ ಕಾರ್ಯಕರ್ತೆಯರು ಹಾಗೂ ಶಾಲಾ ಶಿಕ್ಷಕರಿಗೆ ಆರೋಗ್ಯ ಕೇಂದ್ರದ ಹಂತದಲ್ಲಿ ತರಬೇತಿ ನೀಡಲಾಗುತ್ತದೆ ಎಂದು ಸಭೆಯಲ್ಲಿ ವಿವರಿಸಿದರು. ಸಭೆಯಲ್ಲಿ ಆರೋಗ್ಯ ಇಲಾಖೆಯ ಜಿಲ್ಲಾ ಸರ್ವೇಕ್ಷಣಾಧಿಕಾರಿ ಡಾ. ಗಂಗಾರಾಜ ಕೆಂಚಪ್ಪ, ಜಿಲ್ಲಾ ಆಶಾ ಕಾರ್ಯಕ್ರಮ ಅಧಿಕಾರಿ, ತಾಲೂಕು ಆರೋಗ್ಯ ಅಧಿಕಾರಿಗಳು, ಶಿಕ್ಷಣ ಇಲಾಖೆ, ಮಹಿಳಾ ಮತ್ತು ಮಕ್ಕಳ ಅಭಿವೃದ್ಧಿ ಇಲಾಖೆ ಹಾಗೂ ಪದವಿ ಪೂರ್ವ ಶಿಕ್ಷಣ ಇಲಾಖೆಯ ಜಿಲ್ಲಾಮಟ್ಟದ ಅಧಿಕಾರಿಗಳು, ವೈದ್ಯಾಧಿಕಾರಿಗಳು, ಜಿಲ್ಲಾ ದೈಹಿಕ ಶಿಕ್ಷಣ ಅಧಿಕಾರಿಗಳು, ಆರೋಗ್ಯ ಶಿಕ್ಷಣಾಧಿಕಾರಿಗಳು ಹಾಗೂ ಇತರ ಸಿಬ್ಬಂದಿಗಳು ಉಪಸ್ಥಿತರಿದ್ದರು. [976,490,1240,795]
